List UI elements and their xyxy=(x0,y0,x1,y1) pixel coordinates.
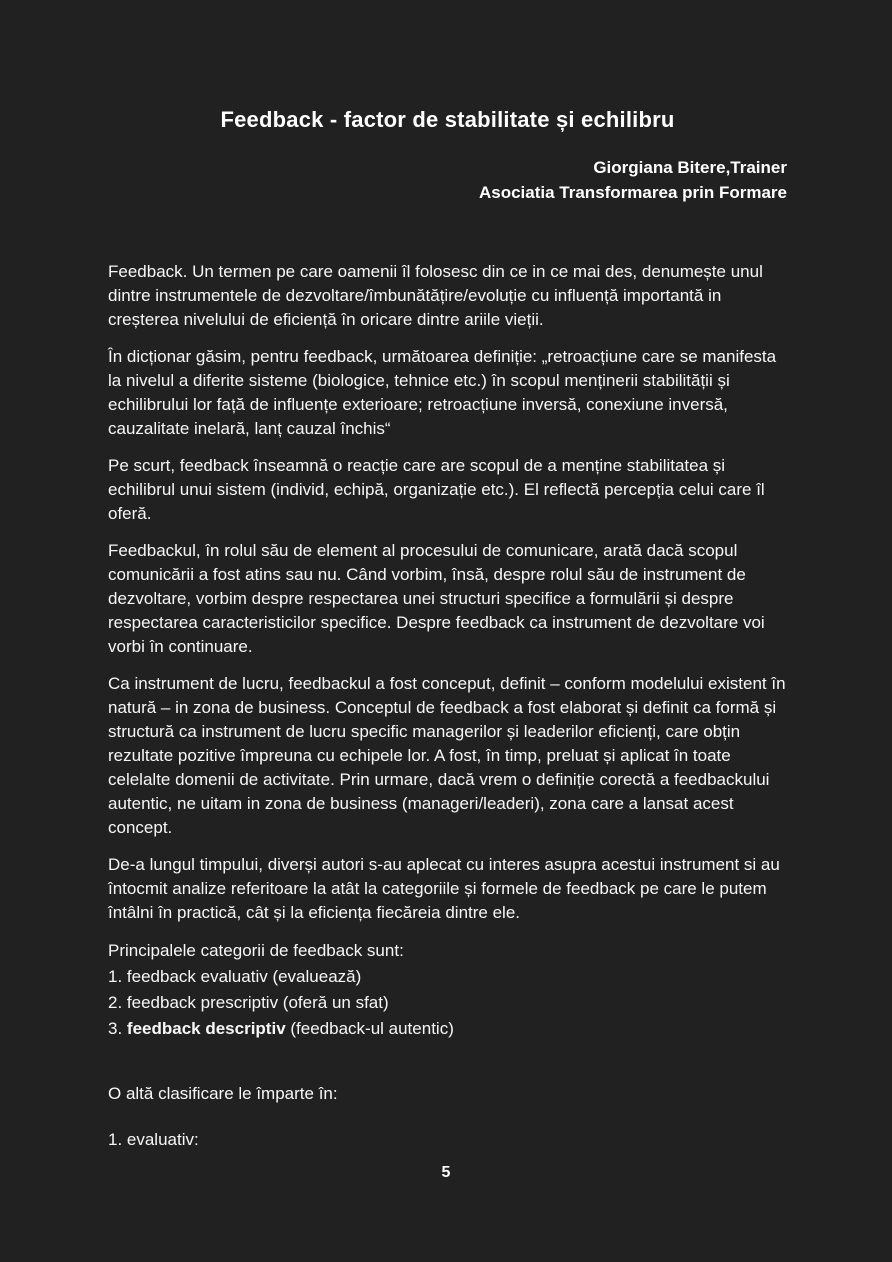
byline xyxy=(108,155,787,205)
document-body xyxy=(108,260,787,1152)
categories-list-intro: Principalele categorii de feedback sunt: xyxy=(108,941,404,960)
paragraph-intro: Feedback. Un termen pe care oamenii îl folosesc din ce in ce mai des, denumește unul dintre instrumentele de dezvoltare/îmbunătățire/evoluție cu influență importantă in creșterea nivelului de eficiență în oricare dintre ariile vieții. xyxy=(108,262,763,329)
categories-list-item-evaluativ: 1. feedback evaluativ (evaluează) xyxy=(108,967,362,986)
paragraph-communication-role: Feedbackul, în rolul său de element al procesului de comunicare, arată dacă scopul comunicării a fost atins sau nu. Când vorbim, însă, despre rolul său de instrument de dezvoltare, vorbim despre respectarea unei structuri specifice a formulării și despre respectarea caracteristicilor specifice. Despre feedback ca instrument de dezvoltare voi vorbi în continuare. xyxy=(108,541,765,656)
paragraph-dictionary-definition: În dicționar găsim, pentru feedback, următoarea definiție: „retroacțiune care se manifesta la nivelul a diferite sisteme (biologice, tehnice etc.) în scopul menținerii stabilității și echilibrului lor față de influențe exterioare; retroacțiune inversă, conexiune inversă, cauzalitate inelară, lanț cauzal închis“ xyxy=(108,347,777,438)
byline-organization: Asociatia Transformarea prin Formare xyxy=(478,183,787,202)
classification-item-evaluativ: 1. evaluativ: xyxy=(108,1130,199,1149)
list-item-rest-text: (feedback-ul autentic) xyxy=(285,1019,454,1038)
categories-list xyxy=(108,938,787,1042)
paragraph-short-definition: Pe scurt, feedback înseamnă o reacție care are scopul de a menține stabilitatea și echilibrul unui sistem (individ, echipă, organizație etc.). El reflectă percepția celui care îl oferă. xyxy=(108,456,765,523)
page-number: 5 xyxy=(441,1164,451,1181)
list-item-bold-text: feedback descriptiv xyxy=(126,1019,286,1038)
categories-list-item-prescriptiv: 2. feedback prescriptiv (oferă un sfat) xyxy=(108,993,389,1012)
classification-intro: O altă clasificare le împarte în: xyxy=(108,1084,338,1103)
byline-author: Giorgiana Bitere,Trainer xyxy=(593,158,787,177)
list-item-number: 3. xyxy=(108,1019,127,1038)
categories-list-item-descriptiv xyxy=(108,1016,787,1042)
document-title: Feedback - factor de stabilitate și echilibru xyxy=(220,107,675,132)
paragraph-authors-analysis: De-a lungul timpului, diverși autori s-au aplecat cu interes asupra acestui instrument si au întocmit analize referitoare la atât la categoriile și formele de feedback pe care le putem întâlni în practică, cât și la eficiența fiecăreia dintre ele. xyxy=(108,855,780,922)
paragraph-business-origin: Ca instrument de lucru, feedbackul a fost conceput, definit – conform modelului existent în natură – in zona de business. Conceptul de feedback a fost elaborat și definit ca formă și structură ca instrument de lucru specific managerilor și leaderilor eficienți, care obțin rezultate pozitive împreuna cu echipele lor. A fost, în timp, preluat și aplicat în toate celelalte domenii de activitate. Prin urmare, dacă vrem o definiție corectă a feedbackului autentic, ne uitam in zona de business (manageri/leaderi), zona care a lansat acest concept. xyxy=(108,674,786,837)
